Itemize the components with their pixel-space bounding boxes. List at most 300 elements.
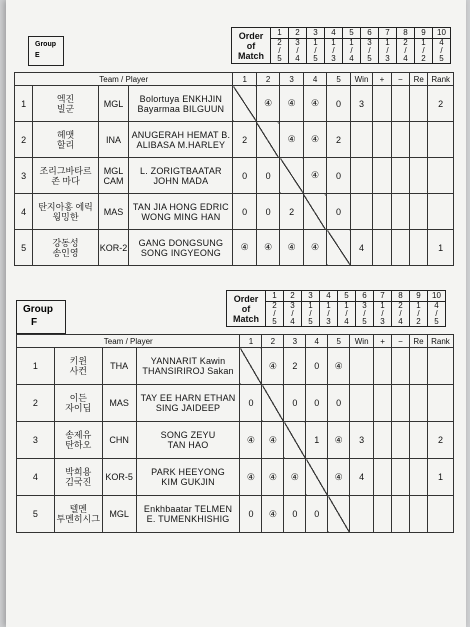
english-name: L. ZORIGTBAATAR — [140, 165, 222, 176]
order-pair-top: 1 — [416, 301, 421, 310]
korean-name: 강동성 — [52, 237, 79, 248]
match-result: ④ — [303, 230, 326, 266]
rank-cell — [428, 158, 454, 194]
korean-name: 웡밍한 — [52, 211, 79, 222]
match-result: 0 — [256, 194, 279, 230]
plus-cell — [374, 496, 392, 533]
player-korean-names — [54, 496, 102, 533]
order-col-number: 2 — [289, 28, 307, 39]
match-result: ④ — [284, 459, 306, 496]
group-e-table — [14, 72, 454, 266]
match-result: ④ — [240, 459, 262, 496]
english-name: KIM GUKJIN — [161, 477, 215, 487]
order-pair-bottom: 2 — [416, 317, 421, 326]
order-pair-slash: / — [368, 46, 371, 55]
rank-cell — [428, 194, 454, 230]
group-e-label — [28, 36, 64, 66]
order-pair-top: 1 — [326, 301, 331, 310]
nation-code-line: INA — [106, 134, 122, 145]
english-name: WONG MING HAN — [141, 211, 221, 222]
header-win: Win — [350, 335, 374, 348]
nation-code-line: MGL — [103, 98, 124, 109]
english-name: Bayarmaa BILGUUN — [137, 103, 225, 114]
minus-cell — [391, 230, 409, 266]
korean-name: 탄하오 — [65, 440, 92, 450]
match-result: ④ — [280, 86, 303, 122]
match-result: 0 — [328, 385, 350, 422]
match-result: 2 — [284, 348, 306, 385]
nation-code-line: KOR-2 — [99, 242, 128, 253]
order-pair — [410, 302, 428, 327]
korean-name: 키윈 — [69, 356, 87, 366]
match-result: 2 — [327, 122, 350, 158]
minus-cell — [392, 348, 410, 385]
english-name: ALIBASA M.HARLEY — [136, 139, 226, 150]
order-pair-slash: / — [309, 309, 312, 318]
order-of-match-label — [227, 291, 266, 327]
table-row — [15, 158, 454, 194]
order-pair-slash: / — [440, 46, 443, 55]
header-rank: Rank — [428, 73, 454, 86]
header-team-player: Team / Player — [17, 335, 240, 348]
match-result: 0 — [327, 194, 350, 230]
nation-code-line: MAS — [103, 206, 124, 217]
nation-code — [98, 230, 129, 266]
order-col-number: 2 — [284, 291, 302, 302]
order-pair — [284, 302, 302, 327]
nation-code — [98, 194, 129, 230]
korean-name: 할리 — [56, 139, 75, 150]
group-f-label-line1: Group — [23, 304, 53, 315]
order-pair-top: 3 — [367, 38, 372, 47]
win-cell — [350, 348, 374, 385]
english-name: PARK HEEYONG — [151, 467, 225, 477]
player-korean-names — [54, 422, 102, 459]
player-english-names — [136, 348, 240, 385]
order-pair-slash: / — [404, 46, 407, 55]
rank-cell — [428, 122, 454, 158]
minus-cell — [392, 422, 410, 459]
korean-name: 헤맷 — [56, 129, 75, 140]
minus-cell — [392, 459, 410, 496]
english-name: TAN JIA HONG EDRIC — [132, 201, 229, 212]
order-pair — [266, 302, 284, 327]
order-pair-top: 1 — [344, 301, 349, 310]
order-pair-bottom: 4 — [349, 54, 354, 63]
order-col-number: 1 — [266, 291, 284, 302]
order-pair — [325, 39, 343, 64]
order-col-number: 5 — [338, 291, 356, 302]
row-number: 2 — [17, 385, 55, 422]
win-cell: 3 — [350, 86, 372, 122]
group-f-table — [16, 334, 454, 533]
order-pair-bottom: 5 — [439, 54, 444, 63]
self-match-diagonal — [284, 422, 306, 459]
order-pair-bottom: 3 — [385, 54, 390, 63]
table-row — [15, 122, 454, 158]
match-result: 2 — [233, 122, 256, 158]
nation-code — [102, 459, 136, 496]
table-row — [17, 422, 454, 459]
order-pair — [356, 302, 374, 327]
order-pair — [271, 39, 289, 64]
nation-code — [98, 122, 129, 158]
nation-code-line: MAS — [109, 398, 129, 408]
order-col-number: 8 — [397, 28, 415, 39]
self-match-diagonal — [262, 385, 284, 422]
match-result: ④ — [256, 86, 279, 122]
nation-code-line: KOR-5 — [105, 472, 133, 482]
order-of-match-label — [232, 28, 271, 64]
english-name: SING JAIDEEP — [155, 403, 221, 413]
english-name: JOHN MADA — [153, 175, 209, 186]
korean-name: 빌군 — [56, 103, 75, 114]
match-result: 0 — [306, 348, 328, 385]
header-plus: + — [374, 335, 392, 348]
order-col-number: 4 — [325, 28, 343, 39]
order-pair-slash: / — [332, 46, 335, 55]
match-result: 1 — [306, 422, 328, 459]
order-pair-top: 1 — [349, 38, 354, 47]
korean-name: 탄지아홍 에릭 — [38, 201, 93, 212]
english-name: SONG INGYEONG — [140, 247, 221, 258]
match-result: ④ — [262, 422, 284, 459]
korean-name: 자이딥 — [65, 403, 92, 413]
order-pair-slash: / — [417, 309, 420, 318]
header-c2: 2 — [262, 335, 284, 348]
player-korean-names — [54, 459, 102, 496]
nation-code-line: MGL — [109, 509, 129, 519]
plus-cell — [373, 194, 391, 230]
order-pair — [392, 302, 410, 327]
order-pair — [343, 39, 361, 64]
korean-name: 이든 — [69, 393, 87, 403]
order-pair — [338, 302, 356, 327]
header-re: Re — [409, 335, 427, 348]
match-result: 0 — [240, 496, 262, 533]
korean-name: 사컨 — [69, 366, 87, 376]
order-pair-top: 2 — [398, 301, 403, 310]
re-cell — [410, 122, 428, 158]
korean-name: 존 마다 — [51, 175, 80, 186]
player-english-names — [136, 422, 240, 459]
group-f-label — [16, 300, 66, 334]
row-number: 3 — [15, 158, 33, 194]
player-english-names — [136, 385, 240, 422]
order-pair-top: 4 — [434, 301, 439, 310]
order-pair-top: 4 — [439, 38, 444, 47]
match-result: ④ — [240, 422, 262, 459]
order-pair-slash: / — [422, 46, 425, 55]
order-pair-slash: / — [273, 309, 276, 318]
win-cell — [350, 122, 372, 158]
header-c1: 1 — [233, 73, 256, 86]
minus-cell — [391, 158, 409, 194]
order-pair-bottom: 2 — [421, 54, 426, 63]
order-pair — [307, 39, 325, 64]
match-result: ④ — [303, 122, 326, 158]
re-cell — [410, 158, 428, 194]
order-pair-bottom: 3 — [380, 317, 385, 326]
match-result: 0 — [284, 496, 306, 533]
order-col-number: 10 — [433, 28, 451, 39]
order-label-line: Order — [233, 293, 259, 304]
row-number: 3 — [17, 422, 55, 459]
korean-name: 조리그바타르 — [39, 165, 92, 176]
header-c5: 5 — [327, 73, 350, 86]
match-result: 0 — [327, 86, 350, 122]
order-pair-top: 1 — [421, 38, 426, 47]
header-c1: 1 — [240, 335, 262, 348]
rank-cell: 1 — [428, 230, 454, 266]
table-row — [17, 348, 454, 385]
match-result: 0 — [284, 385, 306, 422]
order-col-number: 8 — [392, 291, 410, 302]
order-col-number: 5 — [343, 28, 361, 39]
order-of-match-table-f — [226, 290, 446, 327]
nation-code — [98, 86, 129, 122]
match-result: 0 — [233, 194, 256, 230]
win-cell — [350, 496, 374, 533]
order-pair-top: 1 — [331, 38, 336, 47]
order-pair-bottom: 4 — [403, 54, 408, 63]
english-name: TAY EE HARN ETHAN — [140, 393, 236, 403]
player-english-names — [136, 459, 240, 496]
english-name: TAN HAO — [167, 440, 209, 450]
player-korean-names — [54, 348, 102, 385]
order-col-number: 1 — [271, 28, 289, 39]
order-pair-slash: / — [291, 309, 294, 318]
order-pair-slash: / — [278, 46, 281, 55]
self-match-diagonal — [240, 348, 262, 385]
order-pair — [433, 39, 451, 64]
match-result: 0 — [256, 158, 279, 194]
order-label-line: of — [246, 40, 256, 51]
player-korean-names — [33, 194, 98, 230]
match-result: ④ — [328, 459, 350, 496]
row-number: 1 — [17, 348, 55, 385]
korean-name: 송제유 — [65, 430, 92, 440]
korean-name: 박희용 — [65, 467, 92, 477]
korean-name: 텔멘 — [69, 504, 87, 514]
rank-cell: 2 — [427, 422, 453, 459]
player-korean-names — [33, 158, 98, 194]
plus-cell — [374, 422, 392, 459]
player-korean-names — [33, 122, 98, 158]
group-e-label-text: Group E — [35, 41, 56, 59]
order-pair-slash: / — [386, 46, 389, 55]
self-match-diagonal — [233, 86, 256, 122]
win-cell — [350, 194, 372, 230]
re-cell — [410, 230, 428, 266]
self-match-diagonal — [327, 230, 350, 266]
order-label-line: Match — [232, 313, 259, 324]
match-result: ④ — [233, 230, 256, 266]
korean-name: 투멘히시그 — [56, 514, 100, 524]
english-name: Bolortuya ENKHJIN — [139, 93, 223, 104]
order-pair-slash: / — [350, 46, 353, 55]
english-name: Enkhbaatar TELMEN — [143, 504, 233, 514]
order-pair-slash: / — [327, 309, 330, 318]
order-col-number: 3 — [302, 291, 320, 302]
english-name: ANUGERAH HEMAT B. — [131, 129, 231, 140]
match-result: ④ — [280, 122, 303, 158]
win-cell: 4 — [350, 230, 372, 266]
self-match-diagonal — [256, 122, 279, 158]
order-pair-bottom: 4 — [344, 317, 349, 326]
order-pair-top: 3 — [290, 301, 295, 310]
order-pair-top: 3 — [362, 301, 367, 310]
nation-code — [102, 496, 136, 533]
header-minus: − — [391, 73, 409, 86]
order-pair — [374, 302, 392, 327]
plus-cell — [373, 86, 391, 122]
order-pair-bottom: 5 — [313, 54, 318, 63]
order-pair-bottom: 5 — [367, 54, 372, 63]
nation-code-line: CHN — [109, 435, 129, 445]
header-c3: 3 — [284, 335, 306, 348]
rank-cell — [427, 496, 453, 533]
header-minus: − — [392, 335, 410, 348]
header-c4: 4 — [303, 73, 326, 86]
order-pair-bottom: 3 — [326, 317, 331, 326]
row-number: 4 — [15, 194, 33, 230]
order-pair — [379, 39, 397, 64]
row-number: 1 — [15, 86, 33, 122]
rank-cell: 2 — [428, 86, 454, 122]
match-result: 0 — [306, 496, 328, 533]
rank-cell: 1 — [427, 459, 453, 496]
nation-code — [102, 348, 136, 385]
player-english-names — [129, 194, 233, 230]
order-of-match-table-e — [231, 27, 451, 64]
match-result: 0 — [233, 158, 256, 194]
english-name: SONG ZEYU — [160, 430, 216, 440]
re-cell — [409, 459, 427, 496]
player-korean-names — [54, 385, 102, 422]
plus-cell — [373, 158, 391, 194]
order-col-number: 6 — [361, 28, 379, 39]
order-col-number: 7 — [374, 291, 392, 302]
order-label-line: Match — [237, 50, 264, 61]
table-row — [17, 496, 454, 533]
header-team-player: Team / Player — [15, 73, 233, 86]
match-result: 2 — [280, 194, 303, 230]
order-pair-top: 1 — [385, 38, 390, 47]
group-f-label-line2: F — [31, 317, 38, 328]
self-match-diagonal — [306, 459, 328, 496]
header-re: Re — [410, 73, 428, 86]
header-c4: 4 — [306, 335, 328, 348]
table-row — [17, 385, 454, 422]
nation-code — [102, 422, 136, 459]
order-pair-top: 2 — [272, 301, 277, 310]
match-result: ④ — [262, 459, 284, 496]
plus-cell — [373, 122, 391, 158]
order-col-number: 9 — [410, 291, 428, 302]
order-pair-slash: / — [435, 309, 438, 318]
order-col-number: 3 — [307, 28, 325, 39]
order-pair-bottom: 3 — [331, 54, 336, 63]
order-pair-top: 3 — [295, 38, 300, 47]
win-cell: 4 — [350, 459, 374, 496]
re-cell — [409, 422, 427, 459]
english-name: E. TUMENKHISHIG — [146, 514, 230, 524]
order-pair-slash: / — [399, 309, 402, 318]
re-cell — [409, 348, 427, 385]
header-win: Win — [350, 73, 372, 86]
player-korean-names — [33, 230, 98, 266]
order-pair-top: 2 — [403, 38, 408, 47]
rank-cell — [427, 348, 453, 385]
order-col-number: 4 — [320, 291, 338, 302]
order-col-number: 9 — [415, 28, 433, 39]
row-number: 5 — [17, 496, 55, 533]
match-result: 0 — [306, 385, 328, 422]
order-pair — [397, 39, 415, 64]
match-result: ④ — [303, 158, 326, 194]
order-pair-top: 2 — [277, 38, 282, 47]
order-pair-bottom: 5 — [308, 317, 313, 326]
row-number: 2 — [15, 122, 33, 158]
self-match-diagonal — [303, 194, 326, 230]
order-pair-top: 1 — [308, 301, 313, 310]
order-pair-bottom: 5 — [434, 317, 439, 326]
win-cell — [350, 158, 372, 194]
document-page — [6, 0, 466, 627]
order-pair — [415, 39, 433, 64]
player-english-names — [129, 122, 233, 158]
self-match-diagonal — [280, 158, 303, 194]
header-c3: 3 — [280, 73, 303, 86]
order-pair-slash: / — [314, 46, 317, 55]
minus-cell — [392, 385, 410, 422]
minus-cell — [391, 194, 409, 230]
order-col-number: 6 — [356, 291, 374, 302]
nation-code-line: THA — [110, 361, 129, 371]
plus-cell — [374, 348, 392, 385]
player-english-names — [136, 496, 240, 533]
table-row — [17, 459, 454, 496]
re-cell — [410, 86, 428, 122]
order-pair — [289, 39, 307, 64]
korean-name: 엑진 — [56, 93, 75, 104]
order-pair — [320, 302, 338, 327]
english-name: THANSIRIROJ Sakan — [142, 366, 234, 376]
rank-cell — [427, 385, 453, 422]
table-row — [15, 230, 454, 266]
nation-code — [102, 385, 136, 422]
player-english-names — [129, 230, 233, 266]
nation-code — [98, 158, 129, 194]
order-label-line: of — [241, 303, 251, 314]
order-pair-bottom: 5 — [277, 54, 282, 63]
nation-code-line: CAM — [103, 175, 124, 186]
order-col-number: 7 — [379, 28, 397, 39]
match-result: ④ — [280, 230, 303, 266]
order-pair-slash: / — [296, 46, 299, 55]
header-c5: 5 — [328, 335, 350, 348]
order-pair-slash: / — [363, 309, 366, 318]
korean-name: 송인영 — [52, 247, 79, 258]
plus-cell — [374, 385, 392, 422]
order-label-line: Order — [238, 30, 264, 41]
self-match-diagonal — [328, 496, 350, 533]
order-pair — [361, 39, 379, 64]
player-english-names — [129, 158, 233, 194]
match-result: ④ — [256, 230, 279, 266]
plus-cell — [374, 459, 392, 496]
